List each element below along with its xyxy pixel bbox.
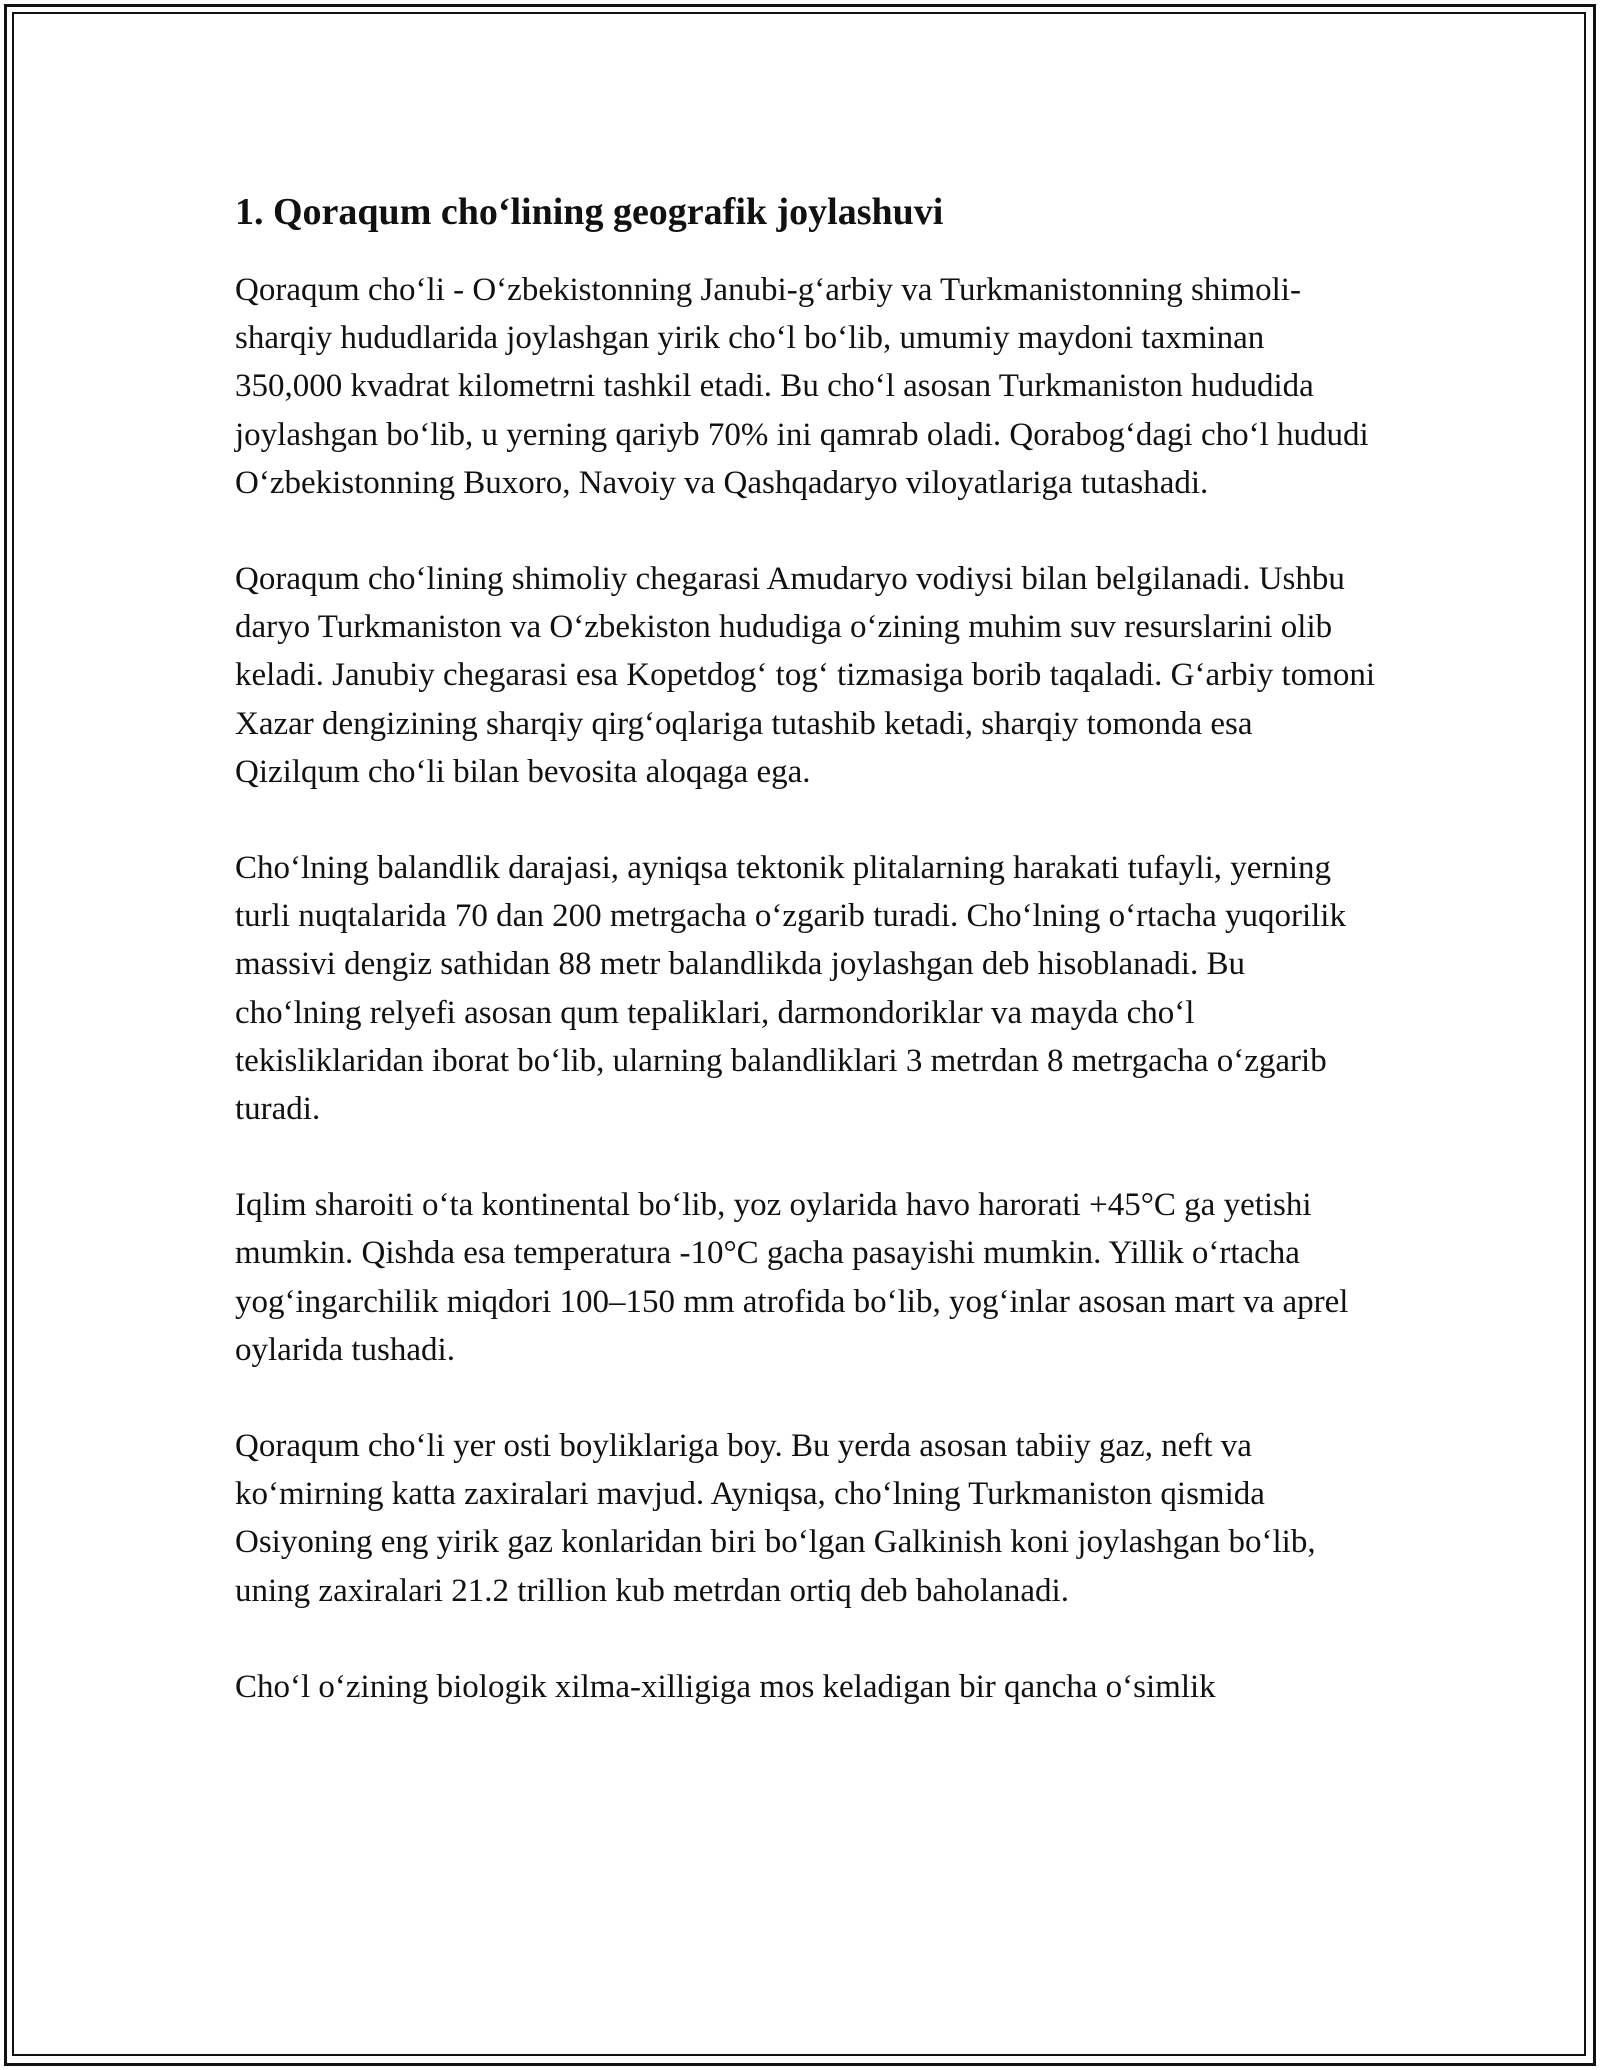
paragraph-borders: Qoraqum cho‘lining shimoliy chegarasi Amudaryo vodiysi bilan belgilanadi. Ushbu daryo Turkmaniston va O‘zbekiston hududiga o‘zining muhim suv resurslarini olib keladi. Janubiy chegarasi esa Kopetdog‘ tog‘ tizmasiga borib taqaladi. G‘arbiy tomoni Xazar dengizining sharqiy qirg‘oqlariga tutashib ketadi, sharqiy tomonda esa Qizilqum cho‘li bilan bevosita aloqaga ega. (235, 561, 1375, 790)
document-body (235, 188, 1375, 1759)
section-heading: 1. Qoraqum cho‘lining geografik joylashuvi (235, 191, 944, 233)
paragraph-climate: Iqlim sharoiti o‘ta kontinental bo‘lib, yoz oylarida havo harorati +45°C ga yetishi mumkin. Qishda esa temperatura -10°C gacha pasayishi mumkin. Yillik o‘rtacha yog‘ingarchilik miqdori 100–150 mm atrofida bo‘lib, yog‘inlar asosan mart va aprel oylarida tushadi. (235, 1187, 1349, 1368)
paragraph-biodiversity: Cho‘l o‘zining biologik xilma-xilligiga mos keladigan bir qancha o‘simlik (235, 1668, 1216, 1705)
paragraph-elevation: Cho‘lning balandlik darajasi, ayniqsa tektonik plitalarning harakati tufayli, yerning turli nuqtalarida 70 dan 200 metrgacha o‘zgarib turadi. Cho‘lning o‘rtacha yuqorilik massivi dengiz sathidan 88 metr balandlikda joylashgan deb hisoblanadi. Bu cho‘lning relyefi asosan qum tepaliklari, darmondoriklar va mayda cho‘l tekisliklaridan iborat bo‘lib, ularning balandliklari 3 metrdan 8 metrgacha o‘zgarib turadi. (235, 850, 1346, 1128)
paragraph-resources: Qoraqum cho‘li yer osti boyliklariga boy. Bu yerda asosan tabiiy gaz, neft va ko‘mirning katta zaxiralari mavjud. Ayniqsa, cho‘lning Turkmaniston qismida Osiyoning eng yirik gaz konlaridan biri bo‘lgan Galkinish koni joylashgan bo‘lib, uning zaxiralari 21.2 trillion kub metrdan ortiq deb baholanadi. (235, 1428, 1316, 1609)
paragraph-location: Qoraqum cho‘li - O‘zbekistonning Janubi-g‘arbiy va Turkmanistonning shimoli-sharqiy hududlarida joylashgan yirik cho‘l bo‘lib, umumiy maydoni taxminan 350,000 kvadrat kilometrni tashkil etadi. Bu cho‘l asosan Turkmaniston hududida joylashgan bo‘lib, u yerning qariyb 70% ini qamrab oladi. Qorabog‘dagi cho‘l hududi O‘zbekistonning Buxoro, Navoiy va Qashqadaryo viloyatlariga tutashadi. (235, 272, 1369, 501)
